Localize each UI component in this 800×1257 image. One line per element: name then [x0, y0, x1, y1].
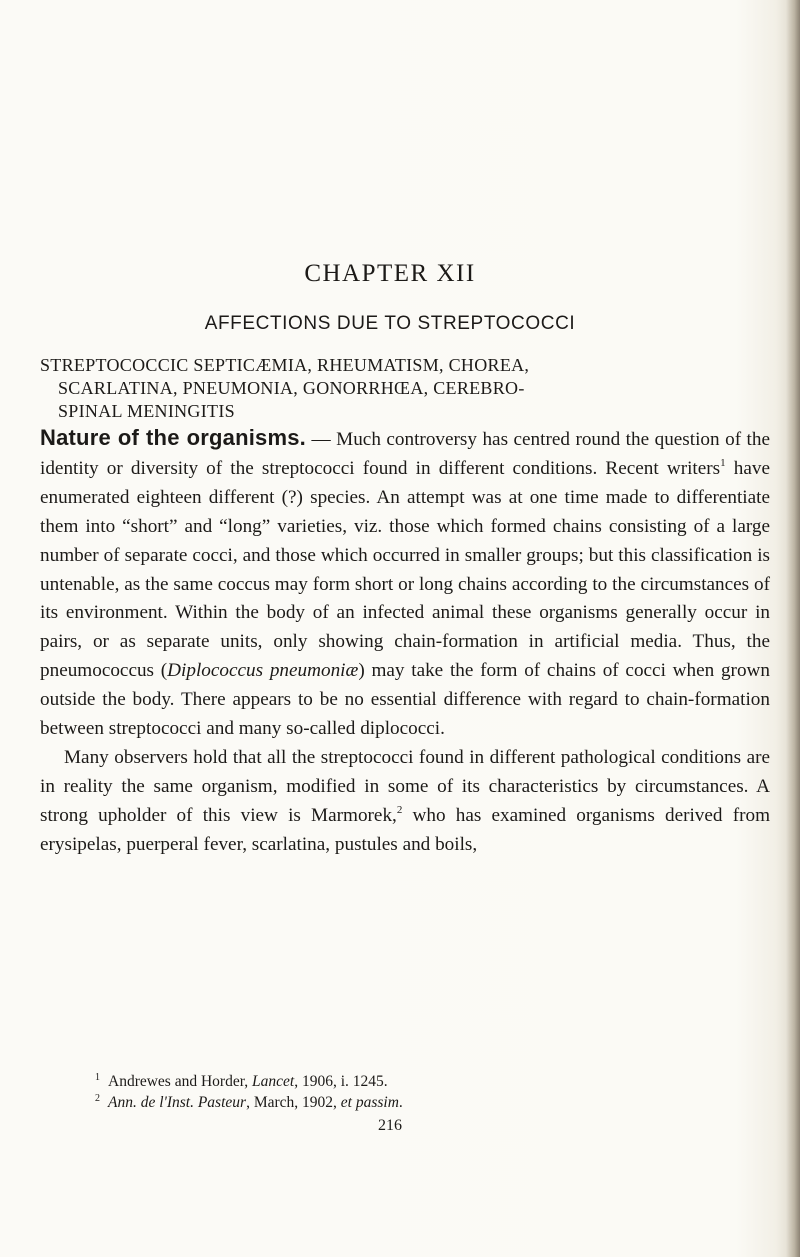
chapter-topics: [40, 354, 768, 423]
topics-line-3: SPINAL MENINGITIS: [58, 401, 235, 421]
topics-line-2: SCARLATINA, PNEUMONIA, GONORRHŒA, CEREBRO-: [58, 378, 525, 398]
paragraph-1-text-c: ) may take the form of chains of cocci when grown outside the body. There appears to be no essential difference with regard to chain-formation between streptococci and many so-called diplococci.: [40, 660, 770, 740]
topics-line-1: STREPTOCOCCIC SEPTICÆMIA, RHEUMATISM, CHOREA,: [40, 355, 530, 375]
footnote-2: [95, 1092, 755, 1113]
paragraph-2: [40, 744, 770, 860]
footnote-2-passim: et passim: [340, 1094, 399, 1111]
heading-dash: —: [306, 429, 337, 450]
section-heading: Nature of the organisms.: [40, 425, 306, 450]
footnote-2-journal: Ann. de l'Inst. Pasteur: [108, 1094, 247, 1111]
footnote-ref-2: 2: [396, 803, 403, 816]
chapter-heading: CHAPTER XII: [304, 260, 476, 287]
chapter-title: AFFECTIONS DUE TO STREPTOCOCCI: [204, 313, 576, 334]
paragraph-2-text-b: who has examined organisms derived from erysipelas, puerperal fever, scarlatina, pustules and boils,: [40, 804, 770, 855]
footnote-2-ref: , March, 1902,: [246, 1094, 341, 1111]
paragraph-1-text-b: have enumerated eighteen different (?) species. An attempt was at one time made to differentiate them into “short” and “long” varieties, viz. those which formed chains consisting of a large number of separate cocci, and those which occurred in smaller groups; but this classification is untenable, as the same coccus may form short or long chains according to the circumstances of its environment. Within the body of an infected animal these organisms generally occur in pairs, or as separate units, only showing chain-formation in artificial media. Thus, the pneumococcus (: [40, 457, 770, 682]
species-name: Diplococcus pneumoniæ: [167, 660, 359, 682]
paragraph-1-text-a: Much controversy has centred round the question of the identity or diversity of the streptococci found in different conditions. Recent writers: [40, 429, 771, 479]
footnote-2-end: .: [398, 1094, 403, 1111]
footnote-1-journal: Lancet: [252, 1073, 295, 1090]
footnote-2-mark: 2: [95, 1093, 100, 1104]
footnote-ref-1: 1: [720, 456, 726, 469]
footnote-1-ref: , 1906, i. 1245.: [294, 1073, 388, 1090]
paragraph-2-text-a: Many observers hold that all the streptococci found in different pathological conditions are in reality the same organism, modified in some of its characteristics by circumstances. A strong upholder of this view is Marmorek,: [40, 746, 770, 826]
page-number: 216: [378, 1117, 402, 1134]
footnotes: [95, 1071, 755, 1113]
footnote-1-authors: Andrewes and Horder,: [108, 1073, 252, 1090]
footnote-1: [95, 1071, 755, 1092]
main-text: [40, 424, 770, 860]
paragraph-1: [40, 424, 770, 744]
footnote-1-mark: 1: [95, 1072, 100, 1083]
page-edge-shadow: [786, 0, 800, 1257]
